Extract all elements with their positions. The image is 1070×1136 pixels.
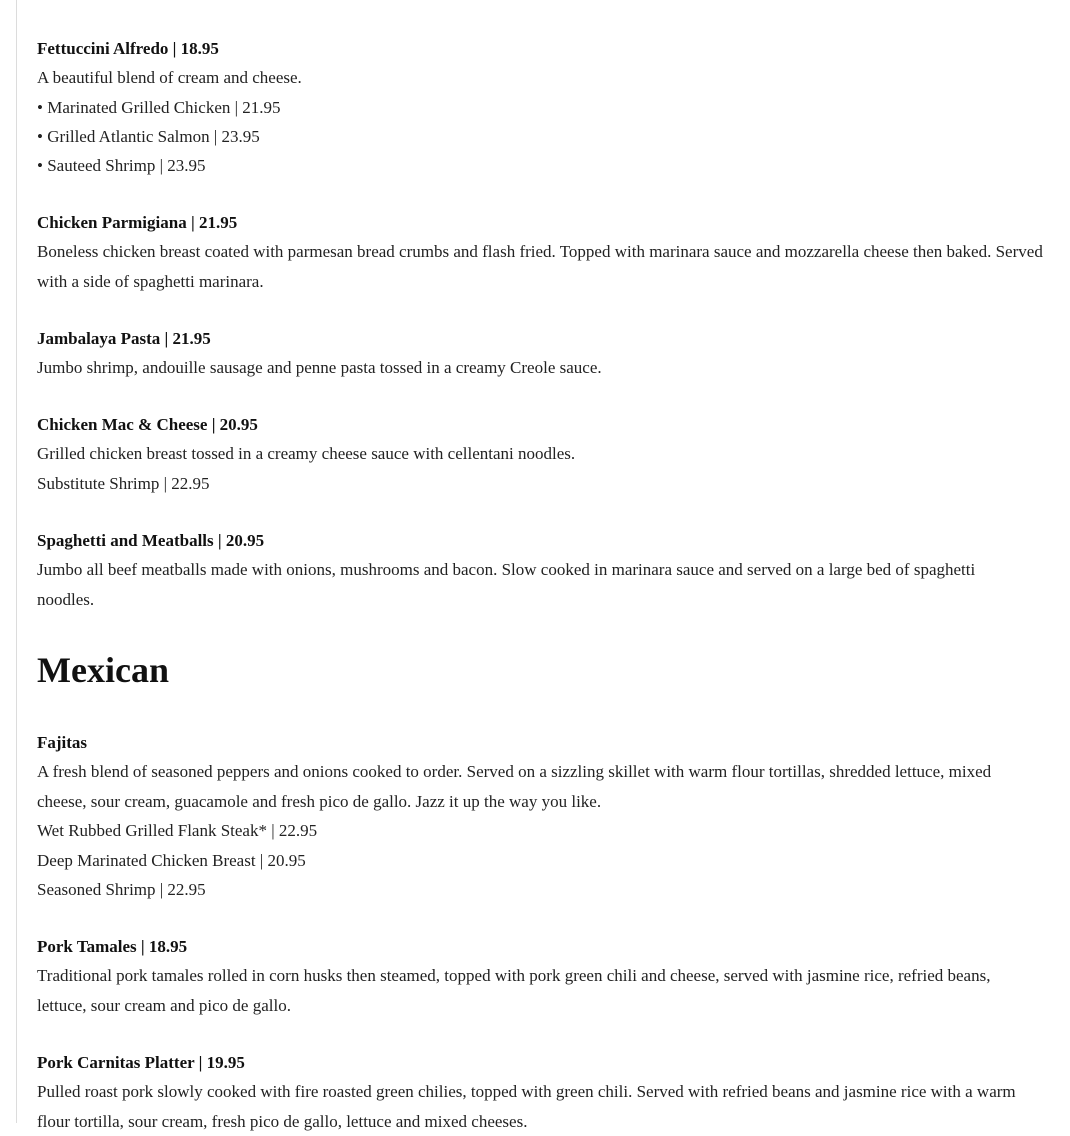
item-option: • Sauteed Shrimp | 23.95 bbox=[37, 156, 206, 176]
item-option: Wet Rubbed Grilled Flank Steak* | 22.95 bbox=[37, 821, 318, 841]
menu-item-spaghetti-meatballs bbox=[37, 526, 1017, 614]
item-option: Deep Marinated Chicken Breast | 20.95 bbox=[37, 850, 306, 870]
section-heading-mexican: Mexican bbox=[37, 650, 169, 690]
left-border-rule bbox=[16, 0, 17, 1123]
item-title: Chicken Mac & Cheese | 20.95 bbox=[37, 415, 258, 434]
item-description: Traditional pork tamales rolled in corn husks then steamed, topped with pork green chili and cheese, served with jasmine rice, refried beans, lettuce, sour cream and pico de gallo. bbox=[37, 966, 991, 1015]
item-description: Boneless chicken breast coated with parmesan bread crumbs and flash fried. Topped with marinara sauce and mozzarella cheese then baked. Served with a side of spaghetti marinara. bbox=[37, 242, 1043, 291]
item-description: A fresh blend of seasoned peppers and onions cooked to order. Served on a sizzling skillet with warm flour tortillas, shredded lettuce, mixed cheese, sour cream, guacamole and fresh pico de gallo. Jazz it up the way you like. bbox=[37, 762, 992, 811]
menu-item-jambalaya-pasta bbox=[37, 324, 1052, 383]
item-title: Pork Carnitas Platter | 19.95 bbox=[37, 1053, 245, 1072]
item-title: Chicken Parmigiana | 21.95 bbox=[37, 213, 238, 232]
item-option: Substitute Shrimp | 22.95 bbox=[37, 473, 210, 493]
menu-item-fajitas bbox=[37, 728, 1037, 904]
item-description: Jumbo all beef meatballs made with onions, mushrooms and bacon. Slow cooked in marinara sauce and served on a large bed of spaghetti noodles. bbox=[37, 560, 976, 609]
item-title: Spaghetti and Meatballs | 20.95 bbox=[37, 531, 265, 550]
menu-item-fettuccini-alfredo bbox=[37, 34, 1052, 180]
item-title: Pork Tamales | 18.95 bbox=[37, 937, 188, 956]
menu-item-chicken-mac-cheese bbox=[37, 410, 1052, 498]
item-option: Seasoned Shrimp | 22.95 bbox=[37, 879, 206, 899]
cut-off-text bbox=[37, 0, 133, 5]
item-description: A beautiful blend of cream and cheese. bbox=[37, 68, 302, 88]
item-description: Jumbo shrimp, andouille sausage and penne pasta tossed in a creamy Creole sauce. bbox=[37, 358, 602, 378]
item-description: Grilled chicken breast tossed in a creamy cheese sauce with cellentani noodles. bbox=[37, 444, 576, 464]
item-title: Fettuccini Alfredo | 18.95 bbox=[37, 39, 219, 58]
item-option: • Marinated Grilled Chicken | 21.95 bbox=[37, 97, 281, 117]
item-title: Jambalaya Pasta | 21.95 bbox=[37, 329, 211, 348]
menu-item-chicken-parmigiana bbox=[37, 208, 1052, 296]
menu-item-pork-tamales bbox=[37, 932, 1037, 1020]
item-option: • Grilled Atlantic Salmon | 23.95 bbox=[37, 126, 260, 146]
item-title: Fajitas bbox=[37, 733, 88, 752]
item-description: Pulled roast pork slowly cooked with fire roasted green chilies, topped with green chili. Served with refried beans and jasmine rice with a warm flour tortilla, sour cream, fresh pico de gallo, lettuce and mixed cheeses. bbox=[37, 1082, 1016, 1131]
